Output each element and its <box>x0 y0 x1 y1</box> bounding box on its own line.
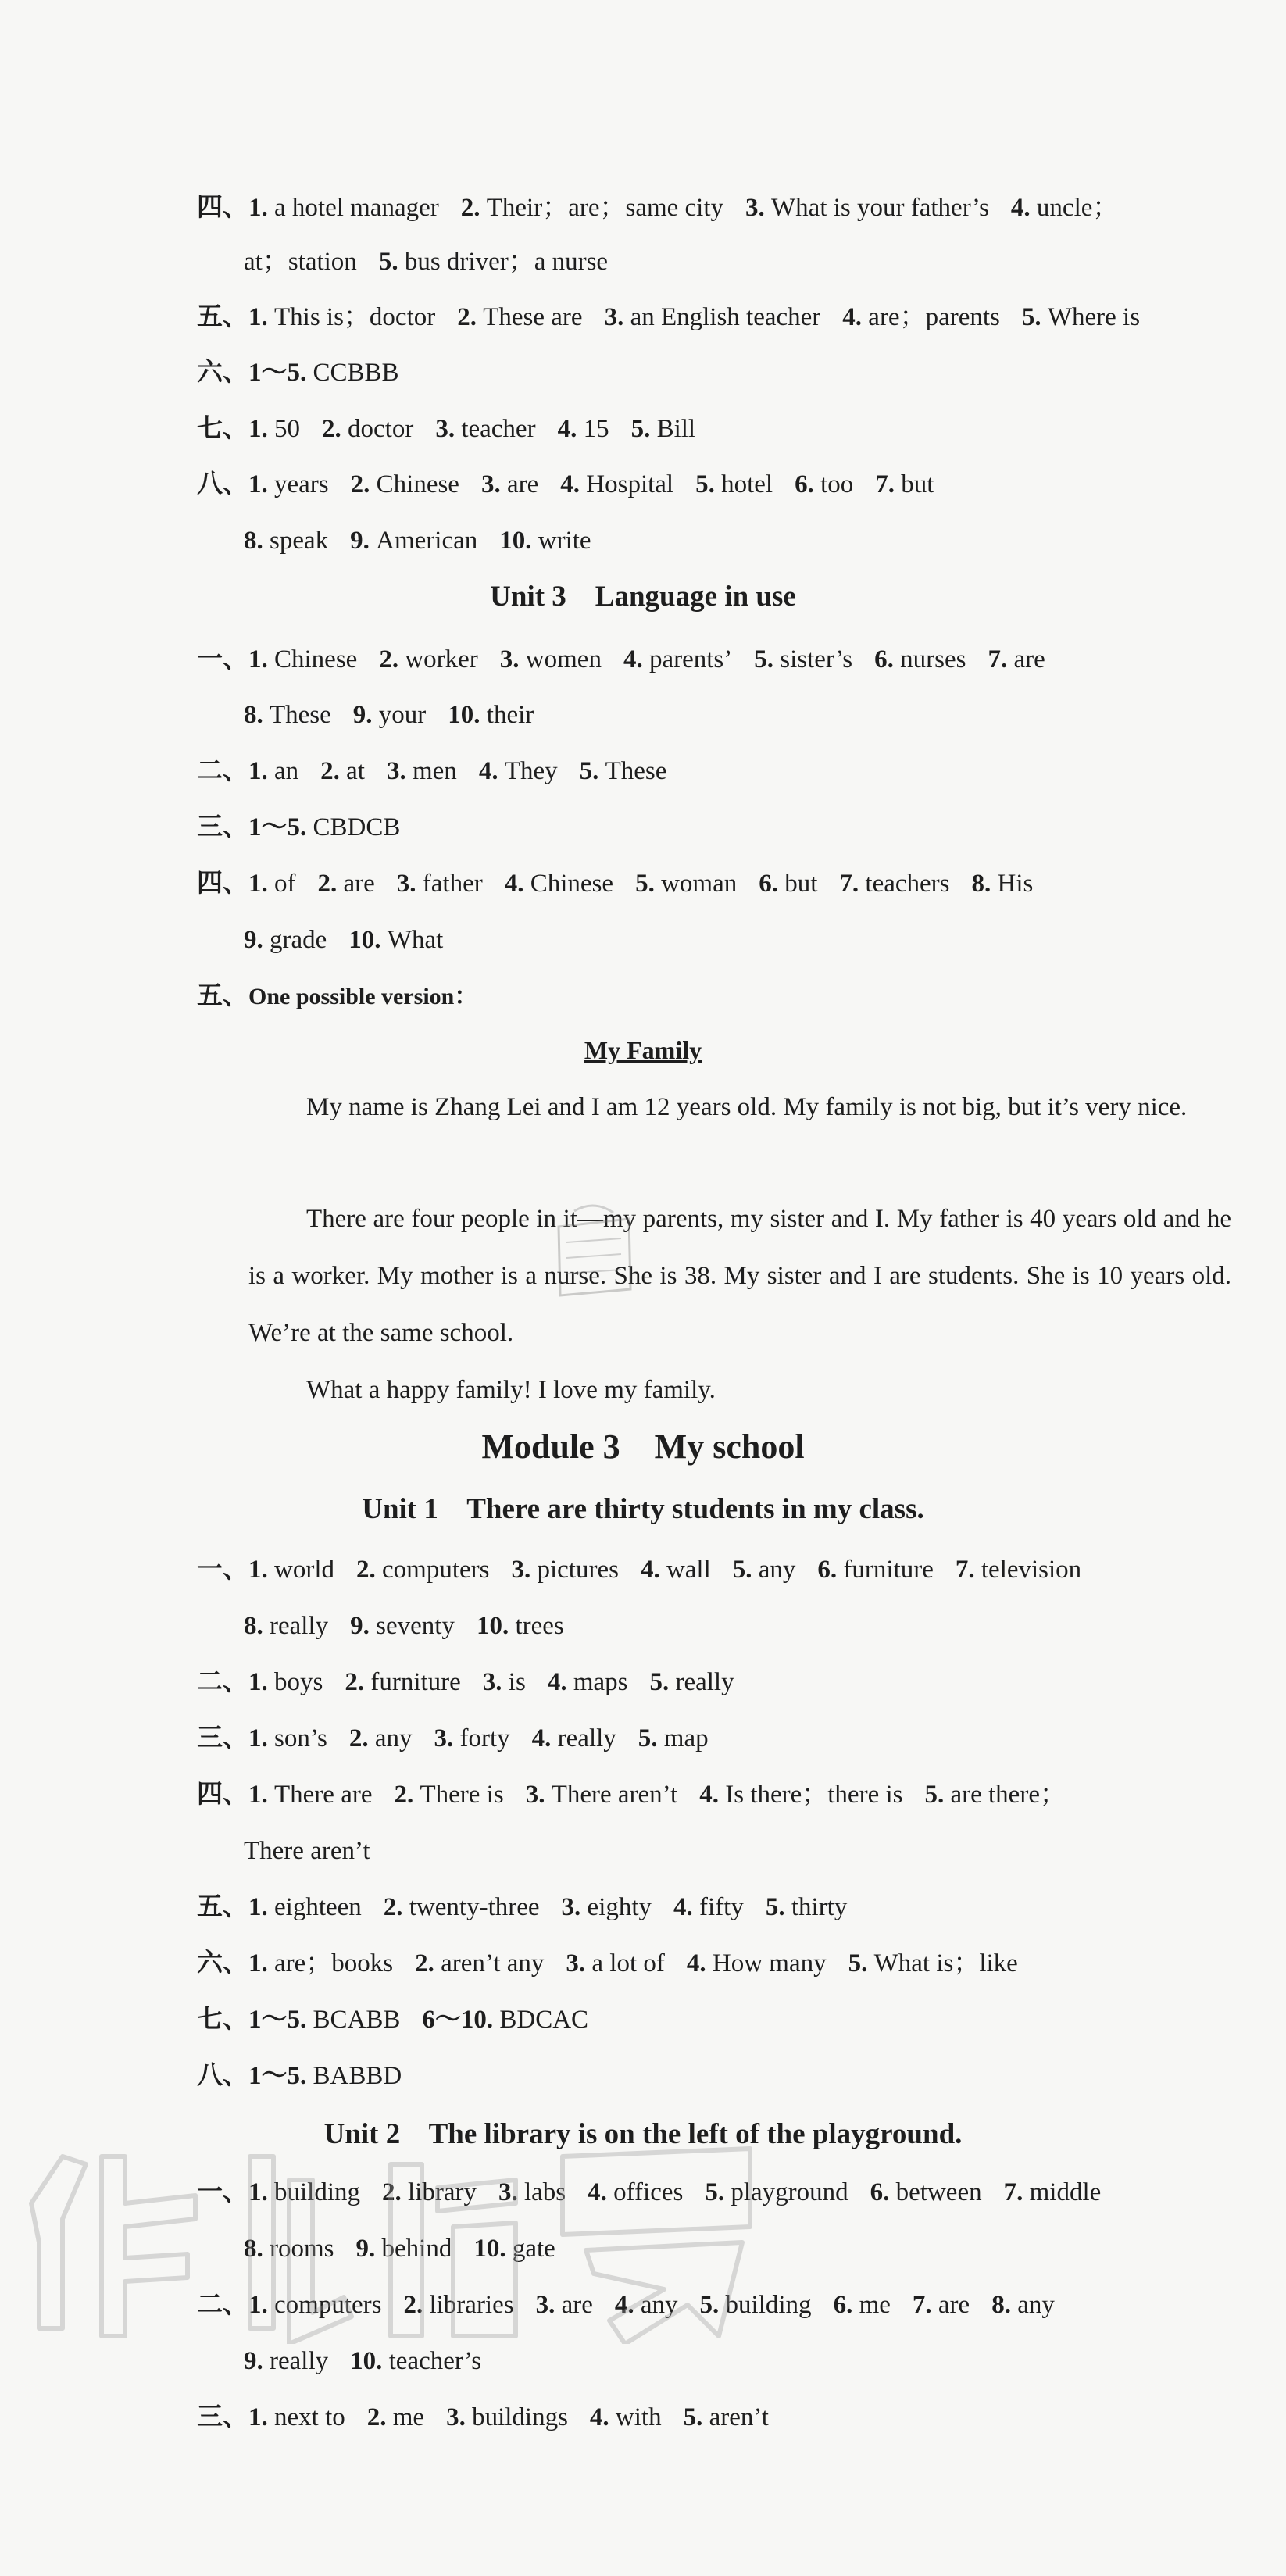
item-number: 8. <box>244 2235 270 2263</box>
item-number: 4. <box>560 470 587 498</box>
item-answer: boys <box>274 1668 323 1696</box>
item-number: 1. <box>248 415 274 443</box>
item-number: 5. <box>649 1668 676 1696</box>
item-answer: These <box>605 757 667 785</box>
item-answer: Bill <box>656 415 696 443</box>
watermark-stamp-icon <box>543 1195 645 1320</box>
item-answer: a lot of <box>591 1949 665 1978</box>
item-answer: pictures <box>537 1556 619 1584</box>
item-number: 6. <box>870 2178 896 2206</box>
item-answer: me <box>392 2403 425 2431</box>
item-answer: television <box>981 1556 1082 1584</box>
item-answer: really <box>270 1612 329 1640</box>
section-marker: 三、 <box>197 1724 248 1752</box>
item-number: 1. <box>248 194 274 222</box>
item-answer: at；station <box>244 248 357 276</box>
item-number: 1. <box>248 1781 274 1809</box>
item-answer: are <box>561 2291 593 2319</box>
item-number: 10. <box>348 926 388 954</box>
item-answer: eighteen <box>274 1893 362 1921</box>
answer-row <box>197 1665 756 1699</box>
item-number: 2. <box>394 1781 420 1809</box>
item-number: 6～10. <box>422 2006 500 2034</box>
item-number: 5. <box>579 757 605 785</box>
answer-row <box>197 1946 1040 1981</box>
item-number: 7. <box>955 1556 981 1584</box>
item-answer: wall <box>666 1556 711 1584</box>
item-number: 5. <box>378 248 405 276</box>
item-answer: American <box>376 527 478 555</box>
item-answer: years <box>274 470 329 498</box>
item-number: 1～5. <box>248 359 313 387</box>
item-number: 8. <box>991 2291 1018 2319</box>
answer-row <box>197 2400 791 2435</box>
item-number: 3. <box>498 2178 524 2206</box>
item-number: 4. <box>1010 194 1037 222</box>
item-answer: middle <box>1029 2178 1102 2206</box>
section-marker: 七、 <box>197 415 248 443</box>
item-number: 5. <box>705 2178 731 2206</box>
item-answer: an <box>274 757 299 785</box>
item-number: 9. <box>350 1612 377 1640</box>
item-number: 1. <box>248 1949 274 1978</box>
item-answer: What <box>387 926 444 954</box>
item-answer: labs <box>523 2178 566 2206</box>
essay-paragraph: There are four people in it—my parents, my sister and I. My father is 40 years old and he is a worker. My mother is a nurse. She is 38. My sister and I are students. She is 10 years old. We’re at the same school. <box>248 1205 1231 1347</box>
item-number: 3. <box>511 1556 538 1584</box>
item-number: 2. <box>350 470 377 498</box>
item-number: 5. <box>630 415 657 443</box>
answer-row <box>244 923 465 957</box>
item-answer: grade <box>270 926 327 954</box>
answer-row <box>197 810 422 845</box>
item-answer: 50 <box>274 415 300 443</box>
item-answer: offices <box>613 2178 684 2206</box>
item-number: 10. <box>448 701 487 729</box>
item-number: 6. <box>759 870 785 898</box>
item-answer: CCBBB <box>313 359 399 387</box>
item-answer: but <box>784 870 818 898</box>
item-number: 2. <box>403 2291 430 2319</box>
item-number: 5. <box>924 1781 951 1809</box>
item-number: 2. <box>317 870 344 898</box>
item-number: 1～5. <box>248 2006 313 2034</box>
item-number: 4. <box>531 1724 558 1752</box>
answer-row <box>197 866 1055 901</box>
item-answer: Where is <box>1047 303 1141 331</box>
item-number: 2. <box>457 303 484 331</box>
item-answer: How many <box>712 1949 827 1978</box>
item-answer: their <box>486 701 534 729</box>
item-number: 8. <box>244 527 270 555</box>
item-answer: This is；doctor <box>274 303 436 331</box>
section-marker: 八、 <box>197 470 248 498</box>
answer-row <box>244 523 613 558</box>
item-number: 7. <box>1003 2178 1030 2206</box>
item-number: 3. <box>604 303 630 331</box>
item-answer: These are <box>483 303 583 331</box>
item-answer: libraries <box>429 2291 514 2319</box>
item-answer: doctor <box>348 415 414 443</box>
item-answer: any <box>758 1556 796 1584</box>
item-answer: Chinese <box>376 470 459 498</box>
item-answer: an English teacher <box>630 303 821 331</box>
item-answer: sister’s <box>780 645 853 673</box>
item-number: 9. <box>350 527 377 555</box>
item-answer: any <box>374 1724 413 1752</box>
unit-title: Unit 2 The library is on the left of the playground. <box>323 2118 963 2150</box>
item-number: 1～5. <box>248 813 313 841</box>
item-answer: teacher’s <box>388 2347 482 2375</box>
item-number: 7. <box>875 470 902 498</box>
section-marker: 二、 <box>197 1668 248 1696</box>
item-number: 3. <box>482 1668 509 1696</box>
item-answer: map <box>663 1724 709 1752</box>
item-number: 10. <box>350 2347 389 2375</box>
item-number: 2. <box>379 645 405 673</box>
item-number: 4. <box>478 757 505 785</box>
item-number: 6. <box>795 470 821 498</box>
answer-row <box>244 245 630 279</box>
item-number: 9. <box>244 2347 270 2375</box>
item-answer: buildings <box>472 2403 568 2431</box>
item-number: 2. <box>322 415 348 443</box>
item-answer: aren’t any <box>441 1949 545 1978</box>
item-number: 4. <box>842 303 869 331</box>
item-number: 2. <box>345 1668 371 1696</box>
item-answer: seventy <box>376 1612 455 1640</box>
section-marker: 五、 <box>197 982 248 1010</box>
item-number: 8. <box>244 1612 270 1640</box>
item-answer: What is your father’s <box>771 194 989 222</box>
item-answer: any <box>1017 2291 1055 2319</box>
item-answer: playground <box>731 2178 848 2206</box>
section-marker: 二、 <box>197 757 248 785</box>
item-number: 4. <box>588 2178 614 2206</box>
item-number: 6. <box>833 2291 859 2319</box>
item-answer: parents’ <box>648 645 733 673</box>
item-number: 2. <box>382 2178 409 2206</box>
answer-row <box>197 1552 1103 1587</box>
item-answer: trees <box>515 1612 564 1640</box>
item-number: 7. <box>988 645 1014 673</box>
item-answer: CBDCB <box>313 813 401 841</box>
item-number: 1. <box>248 2403 274 2431</box>
item-answer: 15 <box>583 415 609 443</box>
item-answer: really <box>270 2347 329 2375</box>
item-number: 1. <box>248 757 274 785</box>
item-number: 4. <box>673 1893 700 1921</box>
item-answer: teachers <box>865 870 950 898</box>
item-answer: building <box>274 2178 361 2206</box>
answer-row <box>244 1834 392 1868</box>
item-number: 1. <box>248 645 274 673</box>
watermark-logo-icon <box>16 2110 797 2344</box>
item-number: 3. <box>561 1893 588 1921</box>
item-answer: is <box>508 1668 526 1696</box>
item-answer: are <box>506 470 539 498</box>
item-answer: of <box>274 870 296 898</box>
section-marker: 五、 <box>197 303 248 331</box>
item-answer: computers <box>274 2291 382 2319</box>
item-answer: a hotel manager <box>274 194 439 222</box>
unit-title: Unit 3 Language in use <box>490 581 796 613</box>
item-number: 3. <box>499 645 526 673</box>
essay-label: One possible version： <box>248 984 478 1009</box>
item-number: 5. <box>699 2291 726 2319</box>
section-marker: 四、 <box>197 870 248 898</box>
item-answer: really <box>557 1724 616 1752</box>
item-answer: building <box>725 2291 812 2319</box>
item-answer: thirty <box>791 1893 848 1921</box>
answer-row <box>197 2003 610 2037</box>
item-answer: There are <box>274 1781 373 1809</box>
item-number: 1. <box>248 2178 274 2206</box>
item-number: 3. <box>745 194 772 222</box>
item-number: 9. <box>352 701 379 729</box>
section-marker: 七、 <box>197 2006 248 2034</box>
item-answer: furniture <box>843 1556 934 1584</box>
item-number: 4. <box>557 415 584 443</box>
item-number: 8. <box>244 701 270 729</box>
item-answer: but <box>901 470 934 498</box>
item-answer: BABBD <box>313 2062 402 2090</box>
item-answer: Chinese <box>274 645 358 673</box>
item-number: 4. <box>699 1781 726 1809</box>
module-title: Module 3 My school <box>481 1427 805 1466</box>
item-answer: His <box>997 870 1034 898</box>
item-answer: aren’t <box>709 2403 769 2431</box>
item-answer: are；parents <box>868 303 1000 331</box>
item-answer: nurses <box>900 645 966 673</box>
item-number: 5. <box>765 1893 791 1921</box>
item-answer: your <box>378 701 427 729</box>
item-number: 3. <box>525 1781 552 1809</box>
item-number: 1. <box>248 470 274 498</box>
item-number: 1. <box>248 1893 274 1921</box>
item-number: 10. <box>473 2235 513 2263</box>
item-number: 3. <box>566 1949 592 1978</box>
item-answer: me <box>859 2291 891 2319</box>
item-answer: women <box>525 645 602 673</box>
item-number: 3. <box>396 870 423 898</box>
item-number: 3. <box>434 1724 460 1752</box>
item-number: 4. <box>623 645 649 673</box>
answer-row <box>197 754 688 788</box>
item-answer: are there； <box>950 1781 1066 1809</box>
item-number: 9. <box>244 926 270 954</box>
item-answer: There aren’t <box>244 1837 370 1865</box>
item-answer: hotel <box>721 470 773 498</box>
answer-row <box>197 1777 1088 1812</box>
answer-row <box>197 412 717 446</box>
item-answer: fifty <box>699 1893 744 1921</box>
item-answer: really <box>675 1668 734 1696</box>
item-number: 10. <box>499 527 538 555</box>
item-number: 5. <box>1021 303 1048 331</box>
item-answer: forty <box>459 1724 510 1752</box>
item-answer: worker <box>405 645 478 673</box>
answer-row <box>197 1890 869 1924</box>
item-number: 4. <box>640 1556 666 1584</box>
item-answer: furniture <box>370 1668 461 1696</box>
item-answer: gate <box>512 2235 555 2263</box>
item-number: 1. <box>248 1668 274 1696</box>
item-answer: library <box>408 2178 477 2206</box>
item-number: 3. <box>535 2291 562 2319</box>
item-answer: BDCAC <box>499 2006 589 2034</box>
answer-row <box>244 698 555 732</box>
item-answer: Hospital <box>586 470 674 498</box>
item-answer: woman <box>661 870 738 898</box>
item-number: 4. <box>589 2403 616 2431</box>
section-marker: 一、 <box>197 1556 248 1584</box>
item-number: 4. <box>547 1668 573 1696</box>
section-marker: 三、 <box>197 2403 248 2431</box>
item-answer: write <box>538 527 591 555</box>
item-answer: are <box>938 2291 970 2319</box>
section-marker: 五、 <box>197 1893 248 1921</box>
item-number: 2. <box>320 757 347 785</box>
item-number: 9. <box>355 2235 382 2263</box>
answer-row <box>197 191 1140 225</box>
answer-row <box>197 355 421 390</box>
item-number: 5. <box>635 870 662 898</box>
item-answer: too <box>820 470 854 498</box>
item-answer: at <box>346 757 365 785</box>
section-marker: 六、 <box>197 359 248 387</box>
item-answer: any <box>640 2291 678 2319</box>
item-number: 1. <box>248 303 274 331</box>
item-number: 2. <box>348 1724 375 1752</box>
section-marker: 二、 <box>197 2291 248 2319</box>
item-answer: Chinese <box>530 870 614 898</box>
section-marker: 八、 <box>197 2062 248 2090</box>
section-marker: 三、 <box>197 813 248 841</box>
item-number: 1. <box>248 1724 274 1752</box>
item-number: 4. <box>614 2291 641 2319</box>
item-answer: bus driver；a nurse <box>404 248 609 276</box>
essay-heading-row <box>197 979 477 1013</box>
item-number: 5. <box>754 645 781 673</box>
item-number: 6. <box>874 645 901 673</box>
answer-row <box>244 1609 586 1643</box>
item-number: 7. <box>912 2291 938 2319</box>
item-number: 6. <box>817 1556 844 1584</box>
item-number: 2. <box>383 1893 409 1921</box>
item-number: 3. <box>446 2403 473 2431</box>
item-number: 3. <box>435 415 462 443</box>
item-answer: son’s <box>274 1724 327 1752</box>
item-number: 2. <box>366 2403 393 2431</box>
item-answer: with <box>615 2403 662 2431</box>
section-marker: 四、 <box>197 194 248 222</box>
item-number: 1～5. <box>248 2062 313 2090</box>
item-number: 1. <box>248 1556 274 1584</box>
item-number: 5. <box>683 2403 709 2431</box>
item-answer: They <box>504 757 558 785</box>
section-marker: 一、 <box>197 2178 248 2206</box>
section-marker: 一、 <box>197 645 248 673</box>
item-answer: There is <box>420 1781 504 1809</box>
item-answer: computers <box>382 1556 490 1584</box>
answer-row <box>244 2344 503 2378</box>
essay-title: My Family <box>584 1036 702 1064</box>
item-answer: men <box>412 757 457 785</box>
item-answer: father <box>422 870 483 898</box>
item-answer: are；books <box>274 1949 394 1978</box>
answer-row <box>197 300 1162 334</box>
item-number: 10. <box>476 1612 516 1640</box>
item-number: 4. <box>504 870 530 898</box>
section-marker: 四、 <box>197 1781 248 1809</box>
item-number: 2. <box>460 194 487 222</box>
item-number: 5. <box>695 470 722 498</box>
item-answer: uncle； <box>1036 194 1119 222</box>
unit-title: Unit 1 There are thirty students in my class. <box>362 1493 924 1525</box>
item-answer: rooms <box>270 2235 334 2263</box>
item-number: 2. <box>415 1949 441 1978</box>
item-number: 1. <box>248 870 274 898</box>
item-number: 5. <box>848 1949 874 1978</box>
answer-row <box>197 2059 423 2093</box>
item-answer: next to <box>274 2403 345 2431</box>
section-marker: 六、 <box>197 1949 248 1978</box>
item-answer: behind <box>381 2235 452 2263</box>
item-number: 5. <box>638 1724 664 1752</box>
item-answer: Is there；there is <box>725 1781 903 1809</box>
item-number: 3. <box>386 757 413 785</box>
item-answer: There aren’t <box>551 1781 678 1809</box>
item-answer: These <box>270 701 331 729</box>
item-answer: BCABB <box>313 2006 401 2034</box>
item-answer: speak <box>270 527 329 555</box>
item-answer: eighty <box>587 1893 652 1921</box>
item-number: 2. <box>356 1556 382 1584</box>
answer-row <box>197 1721 731 1756</box>
item-answer: Their；are；same city <box>486 194 724 222</box>
item-answer: maps <box>573 1668 628 1696</box>
item-answer: What is；like <box>873 1949 1018 1978</box>
essay-paragraph: What a happy family! I love my family. <box>306 1376 716 1404</box>
item-number: 7. <box>839 870 866 898</box>
item-number: 8. <box>971 870 998 898</box>
item-answer: teacher <box>461 415 536 443</box>
item-answer: between <box>895 2178 982 2206</box>
answer-row <box>197 467 956 502</box>
item-answer: are <box>343 870 375 898</box>
item-number: 1. <box>248 2291 274 2319</box>
item-answer: world <box>274 1556 334 1584</box>
item-answer: twenty-three <box>409 1893 540 1921</box>
item-number: 3. <box>480 470 507 498</box>
item-answer: are <box>1013 645 1045 673</box>
item-number: 4. <box>686 1949 713 1978</box>
essay-paragraph: My name is Zhang Lei and I am 12 years old. My family is not big, but it’s very nice. <box>306 1093 1188 1121</box>
answer-row <box>197 642 1067 677</box>
item-number: 5. <box>732 1556 759 1584</box>
